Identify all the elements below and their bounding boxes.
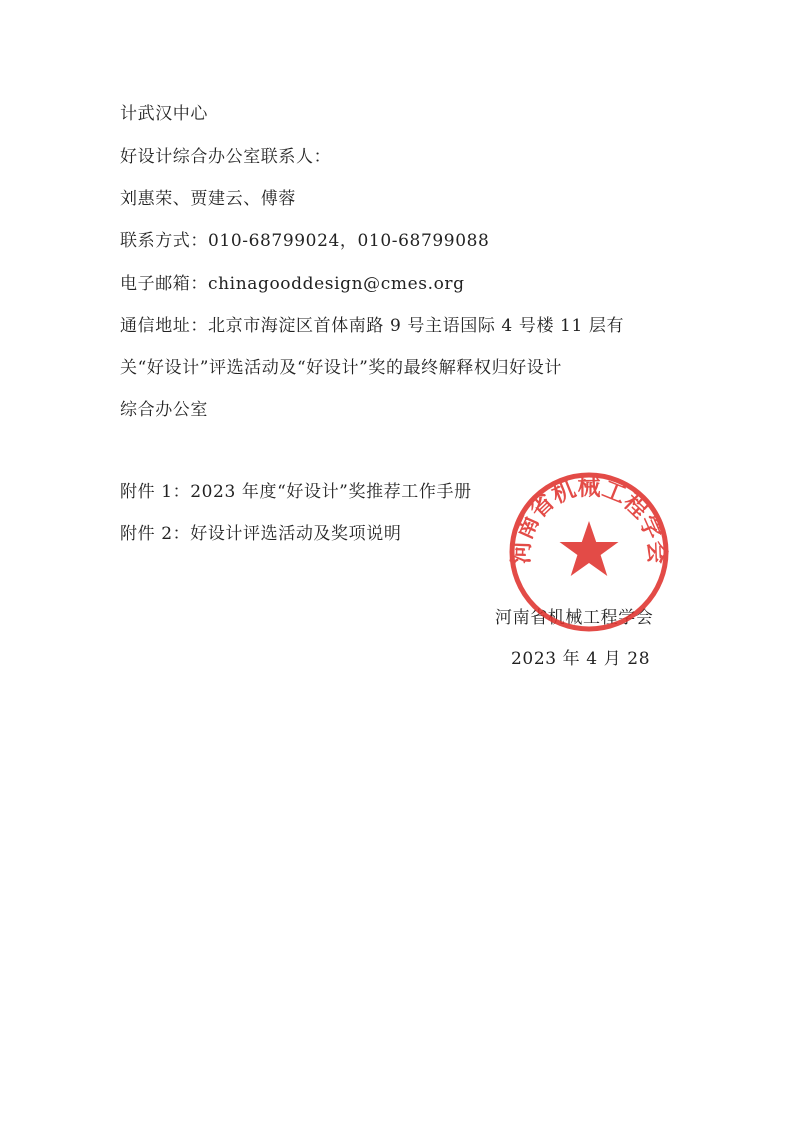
attachment-1: 附件 1：2023 年度“好设计”奖推荐工作手册 xyxy=(120,482,472,502)
attachment-2: 附件 2：好设计评选活动及奖项说明 xyxy=(120,524,402,544)
contact-persons-heading: 好设计综合办公室联系人： xyxy=(120,147,332,167)
interpretation-statement: 关“好设计”评选活动及“好设计”奖的最终解释权归好设计 xyxy=(120,358,562,378)
signature-organization: 河南省机械工程学会 xyxy=(495,608,654,628)
interpretation-statement-end: 综合办公室 xyxy=(120,400,208,420)
text-line-1: 计武汉中心 xyxy=(120,104,208,124)
signature-date: 2023 年 4 月 28 xyxy=(511,649,651,669)
contact-persons-names: 刘惠荣、贾建云、傅蓉 xyxy=(120,189,296,209)
seal-text: 河南省机械工程学会 xyxy=(508,473,670,565)
seal-star-icon xyxy=(560,521,619,576)
mailing-address: 通信地址：北京市海淀区首体南路 9 号主语国际 4 号楼 11 层有 xyxy=(120,316,625,336)
contact-phone: 联系方式：010-68799024，010-68799088 xyxy=(120,231,490,251)
contact-email: 电子邮箱：chinagooddesign@cmes.org xyxy=(120,274,465,294)
official-seal-icon xyxy=(508,471,670,633)
